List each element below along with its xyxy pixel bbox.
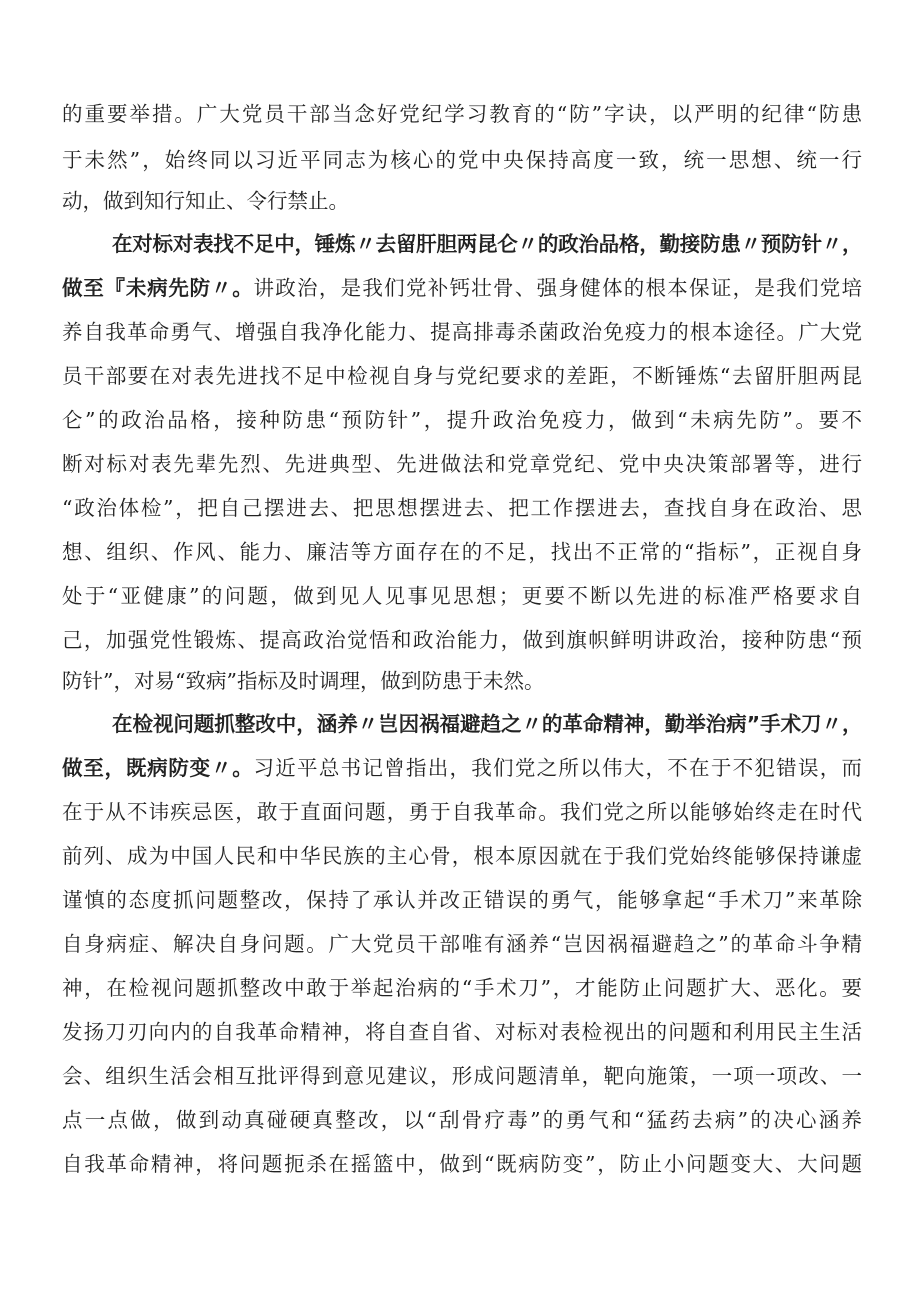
text-line: 自身病症、解决自身问题。广大党员干部唯有涵养“岂因祸福避趋之”的革命斗争精	[62, 932, 862, 956]
text-line: 点一点做，做到动真碰硬真整改，以“刮骨疗毒”的勇气和“猛药去病”的决心涵养	[62, 1108, 862, 1132]
text-line: 的重要举措。广大党员干部当念好党纪学习教育的“防”字诀，以严明的纪律“防患	[62, 102, 862, 126]
text-line: 养自我革命勇气、增强自我净化能力、提高排毒杀菌政治免疫力的根本途径。广大党	[62, 320, 862, 344]
text-line: 防针”，对易“致病”指标及时调理，做到防患于未然。	[62, 669, 545, 693]
text-line: 自我革命精神，将问题扼杀在摇篮中，做到“既病防变”，防止小问题变大、大问题	[62, 1152, 862, 1176]
text-line: 于未然”，始终同以习近平同志为核心的党中央保持高度一致，统一思想、统一行	[62, 148, 862, 172]
text-line: 处于“亚健康”的问题，做到见人见事见思想；更要不断以先进的标准严格要求自	[62, 584, 862, 608]
text-line: 前列、成为中国人民和中华民族的主心骨，根本原因就在于我们党始终能够保持谦虚	[62, 844, 862, 868]
text-line: 会、组织生活会相互批评得到意见建议，形成问题清单，靶向施策，一项一项改、一	[62, 1064, 862, 1088]
section-heading-end: 做至，既病防变〃。	[62, 756, 254, 780]
section-heading: 在检视问题抓整改中，涵养〃岂因祸福避趋之〃的革命精神，勤举治病”手术刀〃，	[112, 712, 862, 736]
text-line: “政治体检”，把自己摆进去、把思想摆进去、把工作摆进去，查找自身在政治、思	[62, 496, 862, 520]
text-line: 想、组织、作风、能力、廉洁等方面存在的不足，找出不正常的“指标”，正视自身	[62, 540, 862, 564]
text-line: 员干部要在对表先进找不足中检视自身与党纪要求的差距，不断锤炼“去留肝胆两昆	[62, 364, 862, 388]
text-line: 仑”的政治品格，接种防患“预防针”，提升政治免疫力，做到“未病先防”。要不	[62, 408, 862, 432]
text-line: 在于从不讳疾忌医，敢于直面问题，勇于自我革命。我们党之所以能够始终走在时代	[62, 800, 862, 824]
text-run: 讲政治，是我们党补钙壮骨、强身健体的根本保证，是我们党培	[253, 276, 862, 300]
text-line: 神，在检视问题抓整改中敢于举起治病的“手术刀”，才能防止问题扩大、恶化。要	[62, 976, 862, 1000]
text-line	[62, 749, 862, 787]
text-line: 谨慎的态度抓问题整改，保持了承认并改正错误的勇气，能够拿起“手术刀”来革除	[62, 888, 862, 912]
text-line: 断对标对表先辈先烈、先进典型、先进做法和党章党纪、党中央决策部署等，进行	[62, 452, 862, 476]
section-heading: 在对标对表找不足中，锤炼〃去留肝胆两昆仑〃的政治品格，勤接防患〃预防针〃，	[112, 232, 862, 256]
section-heading-end: 做至『未病先防〃。	[62, 276, 254, 300]
text-line: 发扬刀刃向内的自我革命精神，将自查自省、对标对表检视出的问题和利用民主生活	[62, 1020, 862, 1044]
text-run: 习近平总书记曾指出，我们党之所以伟大，不在于不犯错误，而	[253, 756, 862, 780]
text-line	[62, 269, 862, 307]
text-line: 动，做到知行知止、令行禁止。	[62, 189, 349, 213]
text-line: 己，加强党性锻炼、提高政治觉悟和政治能力，做到旗帜鲜明讲政治，接种防患“预	[62, 628, 862, 652]
